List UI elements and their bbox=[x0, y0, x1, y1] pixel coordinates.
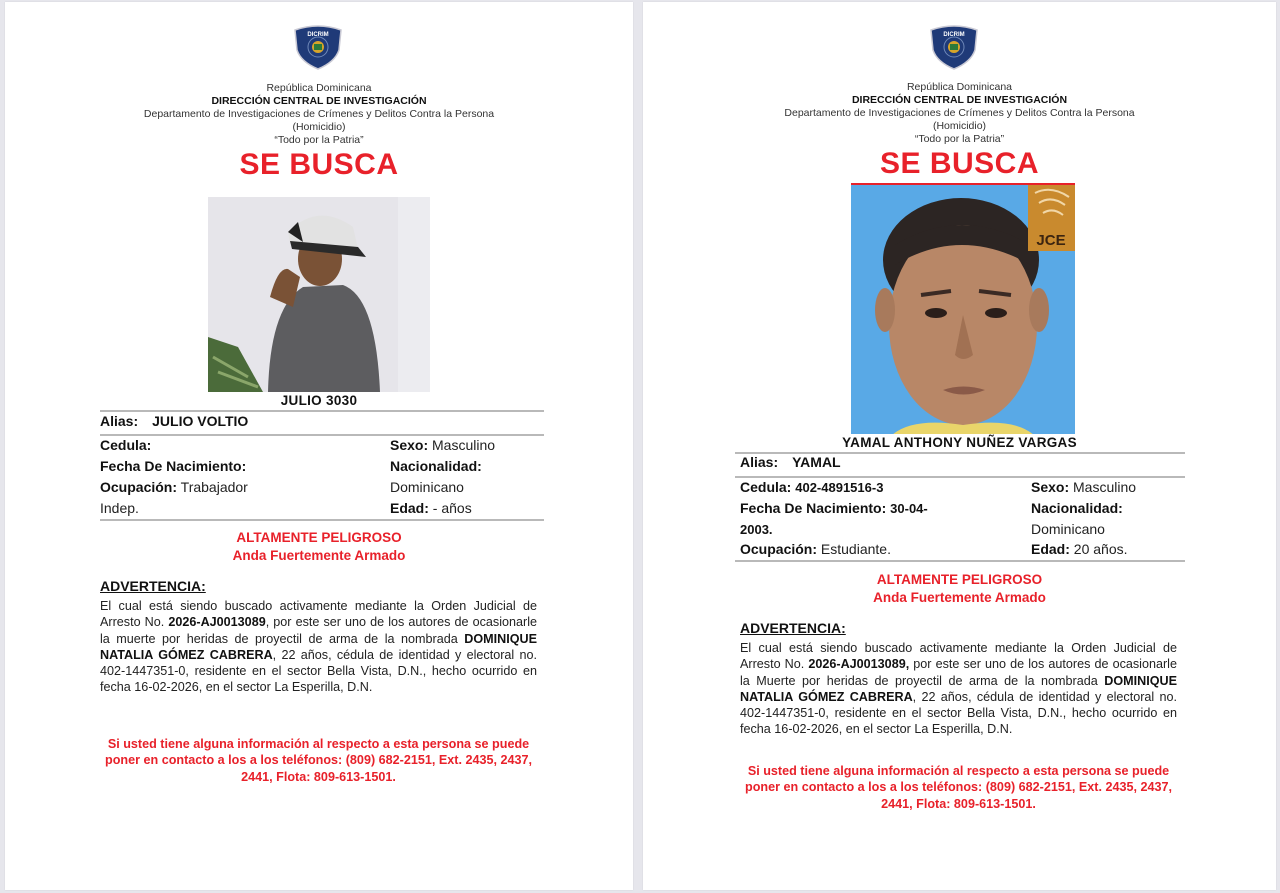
warning-text: El cual está siendo buscado activamente mediante la Orden Judicial de Arresto No. 2026-AJ0013089, por este ser uno de los autores de ocasionarle la Muerte por heridas de proyectil de arma de la nombrada DOMINIQUE NATALIA GÓMEZ CABRERA, 22 años, cédula de identidad y electoral no. 402-1447351-0, residente en el sector Bella Vista, D.N., hecho ocurrido en fecha 16-02-2026, en el sector La Esperilla, D.N. bbox=[740, 641, 1177, 737]
country-text: República Dominicana bbox=[266, 82, 372, 94]
se-busca-title: SE BUSCA bbox=[239, 148, 399, 181]
nationality-value: Dominicano bbox=[1031, 521, 1105, 537]
contact-info: Si usted tiene alguna información al respecto a esta persona se puede poner en contacto a los a los teléfonos: (809) 682-2151, Ext. 2435, 2437, 2441, Flota: 809-613-1501. bbox=[745, 764, 1172, 811]
suspect-id-photo bbox=[851, 183, 1075, 434]
divider bbox=[100, 434, 544, 436]
nationality-value: Dominicano bbox=[390, 479, 464, 495]
agency-text: DIRECCIÓN CENTRAL DE INVESTIGACIÓN bbox=[211, 95, 427, 107]
sex-label: Sexo: bbox=[390, 437, 429, 453]
wanted-poster-left bbox=[5, 2, 633, 890]
suspect-name: YAMAL ANTHONY NUÑEZ VARGAS bbox=[842, 435, 1077, 450]
occupation-value-cont: Indep. bbox=[100, 500, 139, 516]
suspect-name: JULIO 3030 bbox=[280, 393, 358, 408]
armed-warning: Anda Fuertemente Armado bbox=[873, 590, 1046, 605]
danger-level: ALTAMENTE PELIGROSO bbox=[236, 530, 402, 545]
suspect-photo bbox=[208, 197, 430, 392]
country-text: República Dominicana bbox=[906, 81, 1013, 93]
occupation-label: Ocupación: bbox=[100, 479, 178, 495]
birthdate-field bbox=[100, 458, 246, 474]
wanted-poster-right bbox=[643, 2, 1276, 890]
nationality-field bbox=[1031, 500, 1123, 516]
agency-text: DIRECCIÓN CENTRAL DE INVESTIGACIÓN bbox=[851, 94, 1068, 106]
occupation-label: Ocupación: bbox=[740, 541, 818, 557]
nationality-field bbox=[390, 458, 482, 474]
sex-label: Sexo: bbox=[1031, 479, 1070, 495]
occupation-value: Estudiante. bbox=[820, 541, 891, 557]
danger-notice bbox=[5, 529, 633, 565]
svg-text:DICRIM: DICRIM bbox=[307, 32, 329, 38]
poster-header bbox=[643, 81, 1276, 146]
sex-value: Masculino bbox=[1073, 479, 1137, 495]
arrest-order-number: 2026-AJ0013089 bbox=[168, 615, 266, 630]
cedula-value: 402-4891516-3 bbox=[795, 480, 884, 495]
sex-field bbox=[390, 437, 495, 453]
cedula-label: Cedula: bbox=[740, 479, 792, 495]
poster-header bbox=[5, 82, 633, 147]
age-value: 20 años. bbox=[1073, 541, 1128, 557]
divider bbox=[735, 476, 1185, 478]
dicrim-badge-icon bbox=[291, 24, 345, 70]
nationality-label: Nacionalidad: bbox=[1031, 500, 1123, 516]
sex-value: Masculino bbox=[432, 437, 496, 453]
armed-warning: Anda Fuertemente Armado bbox=[232, 548, 406, 563]
divider bbox=[735, 560, 1185, 562]
alias-label: Alias: bbox=[740, 454, 779, 470]
danger-notice bbox=[643, 571, 1276, 607]
se-busca-title: SE BUSCA bbox=[879, 147, 1040, 180]
motto-text: “Todo por la Patria” bbox=[274, 134, 364, 146]
occupation-field bbox=[100, 479, 248, 495]
warning-text: El cual está siendo buscado activamente mediante la Orden Judicial de Arresto No. 2026-AJ0013089, por este ser uno de los autores de ocasionarle la muerte por heridas de proyectil de arma de la nombrada DOMINIQUE NATALIA GÓMEZ CABRERA, 22 años, cédula de identidad y electoral no. 402-1447351-0, residente en el sector Bella Vista, D.N., hecho ocurrido en fecha 16-02-2026, en el sector La Esperilla, D.N. bbox=[100, 599, 538, 695]
age-field bbox=[390, 500, 472, 516]
arrest-order-number: 2026-AJ0013089, bbox=[808, 657, 910, 672]
occupation-value: Trabajador bbox=[180, 479, 248, 495]
divider bbox=[100, 519, 544, 521]
jce-badge: JCE bbox=[1036, 232, 1066, 249]
dicrim-badge-icon bbox=[927, 24, 981, 70]
cedula-field bbox=[740, 479, 883, 495]
cedula-label: Cedula: bbox=[100, 437, 152, 453]
divider bbox=[100, 410, 544, 412]
cedula-field bbox=[100, 437, 151, 453]
warning-heading: ADVERTENCIA: bbox=[100, 578, 206, 594]
motto-text: “Todo por la Patria” bbox=[914, 133, 1005, 145]
age-label: Edad: bbox=[390, 500, 429, 516]
age-label: Edad: bbox=[1031, 541, 1070, 557]
department-text: Departamento de Investigaciones de Crímenes y Delitos Contra la Persona bbox=[143, 108, 495, 120]
danger-level: ALTAMENTE PELIGROSO bbox=[876, 572, 1043, 587]
victim-name: DOMINIQUE NATALIA GÓMEZ CABRERA bbox=[740, 673, 1177, 704]
age-value: - años bbox=[432, 500, 472, 516]
alias-row bbox=[100, 413, 248, 429]
alias-value: YAMAL bbox=[792, 454, 841, 470]
birthdate-value-cont: 2003. bbox=[740, 522, 773, 537]
svg-text:DICRIM: DICRIM bbox=[943, 32, 965, 38]
department-text: Departamento de Investigaciones de Crímenes y Delitos Contra la Persona bbox=[784, 107, 1135, 119]
alias-value: JULIO VOLTIO bbox=[152, 413, 249, 429]
division-text: (Homicidio) bbox=[932, 120, 987, 132]
warning-heading: ADVERTENCIA: bbox=[740, 620, 846, 636]
contact-info: Si usted tiene alguna información al respecto a esta persona se puede poner en contacto a los a los teléfonos: (809) 682-2151, Ext. 2435, 2437, 2441, Flota: 809-613-1501. bbox=[105, 737, 532, 784]
alias-label: Alias: bbox=[100, 413, 139, 429]
birthdate-label: Fecha De Nacimiento: bbox=[740, 500, 887, 516]
victim-name: DOMINIQUE NATALIA GÓMEZ CABRERA bbox=[100, 631, 537, 662]
sex-field bbox=[1031, 479, 1136, 495]
birthdate-value: 30-04- bbox=[890, 501, 928, 516]
occupation-field bbox=[740, 541, 891, 557]
birthdate-label: Fecha De Nacimiento: bbox=[100, 458, 247, 474]
birthdate-field bbox=[740, 500, 928, 516]
division-text: (Homicidio) bbox=[292, 121, 346, 133]
alias-row bbox=[740, 454, 841, 470]
nationality-label: Nacionalidad: bbox=[390, 458, 482, 474]
age-field bbox=[1031, 541, 1128, 557]
